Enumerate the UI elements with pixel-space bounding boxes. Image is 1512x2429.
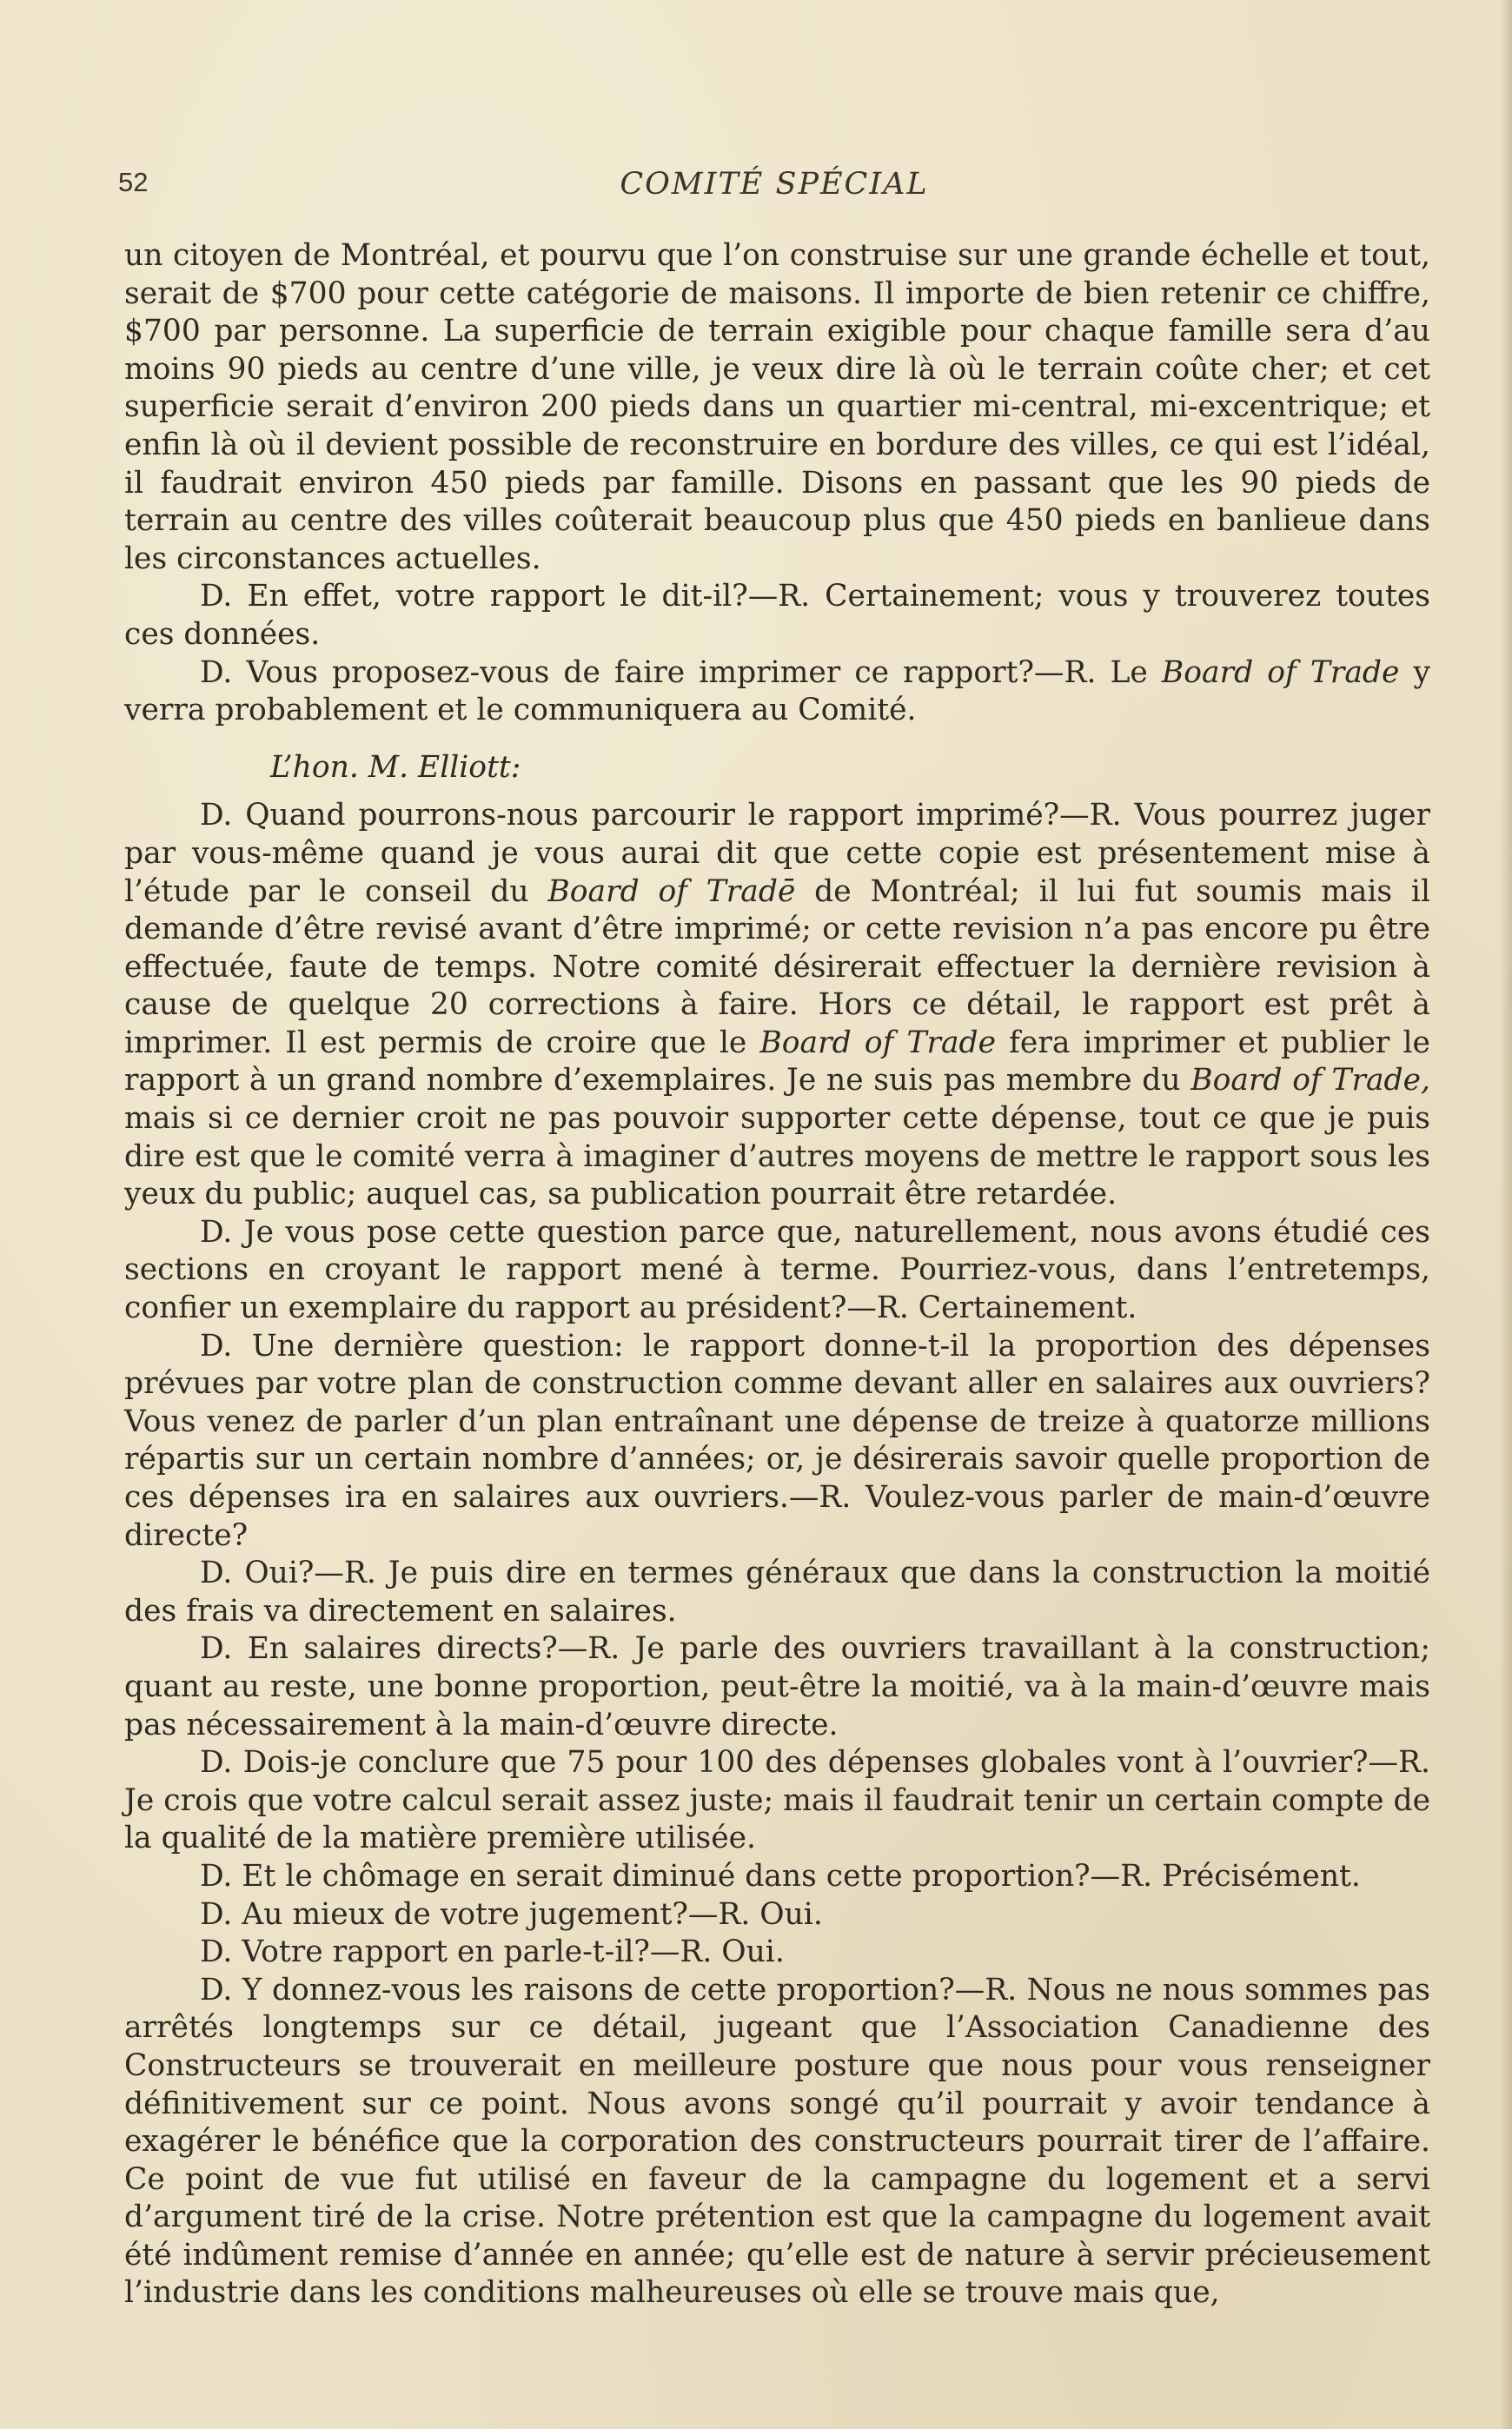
paragraph [124,1328,1430,1556]
text-run: D. Vous proposez-vous de faire imprimer ce rapport?—R. Le [200,654,1162,690]
text-run: un citoyen de Montréal, et pourvu que l’on construise sur une grande échelle et tout, serait de $700 pour cette catégorie de maisons. Il importe de bien retenir ce chiffre, $700 par personne. La superficie de terrain exigible pour chaque famille sera d’au moins 90 pieds au centre d’une ville, je veux dire là où le terrain coûte cher; et cet superficie serait d’environ 200 pieds dans un quartier mi-central, mi-excentrique; et enfin là où il devient possible de reconstruire en bordure des villes, ce qui est l’idéal, il faudrait environ 450 pieds par famille. Disons en passant que les 90 pieds de terrain au centre des villes coûterait beaucoup plus que 450 pieds en banlieue dans les circonstances actuelles. [124,238,1430,576]
text-run: fera imprimer et publier le rapport à un grand nombre d’exemplaires. Je ne suis pas membre du [124,1025,1430,1098]
italic-term: Board of Trade [759,1025,997,1060]
paragraph [124,1934,1430,1972]
text-run: D. Une dernière question: le rapport donne-t-il la proportion des dépenses prévues par votre plan de construction comme devant aller en salaires aux ouvriers? Vous venez de parler d’un plan entraînant une dépense de treize à quatorze millions répartis sur un certain nombre d’années; or, je désirerais savoir quelle proportion de ces dépenses ira en salaires aux ouvriers.—R. Voulez-vous parler de main-d’œuvre directe? [124,1328,1430,1553]
text-run: L’hon. M. Elliott: [270,749,521,785]
text-run: de Montréal; il lui fut soumis mais il demande d’être revisé avant d’être imprimé; or cette revision n’a pas encore pu être effectuée, faute de temps. Notre comité désirerait effectuer la dernière revision à cause de quelque 20 corrections à faire. Hors ce détail, le rapport est prêt à imprimer. Il est permis de croire que le [124,873,1430,1060]
text-run: mais si ce dernier croit ne pas pouvoir supporter cette dépense, tout ce que je puis dire est que le comité verra à imaginer d’autres moyens de mettre le rapport sous les yeux du public; auquel cas, sa publication pourrait être retardée. [124,1101,1430,1212]
paragraph [124,1896,1430,1935]
text-run: D. Y donnez-vous les raisons de cette proportion?—R. Nous ne nous sommes pas arrêtés longtemps sur ce détail, jugeant que l’Association Canadienne des Constructeurs se trouverait en meilleure posture que nous pour vous renseigner définitivement sur ce point. Nous avons songé qu’il pourrait y avoir tendance à exagérer le bénéfice que la corporation des constructeurs pourrait tirer de l’affaire. Ce point de vue fut utilisé en faveur de la campagne du logement et a servi d’argument tiré de la crise. Notre prétention est que la campagne du logement avait été indûment remise d’année en année; qu’elle est de nature à servir précieusement l’industrie dans les conditions malheureuses où elle se trouve mais que, [124,1972,1430,2311]
italic-term: Board of Trade [1161,654,1400,690]
text-run: D. En salaires directs?—R. Je parle des ouvriers travaillant à la construction; quant au reste, une bonne proportion, peut-être la moitié, va à la main-d’œuvre mais pas nécessairement à la main-d’œuvre directe. [124,1631,1430,1742]
paragraph [124,1972,1430,2313]
text-run: D. Et le chômage en serait diminué dans cette proportion?—R. Précisément. [200,1858,1361,1894]
paragraph [124,1744,1430,1858]
body-text [124,237,1430,2313]
paragraph [124,1555,1430,1630]
text-run: D. Je vous pose cette question parce que, naturellement, nous avons étudié ces sections en croyant le rapport mené à terme. Pourriez-vous, dans l’entretemps, confier un exemplaire du rapport au président?—R. Certainement. [124,1214,1430,1326]
text-run: D. En effet, votre rapport le dit-il?—R. Certainement; vous y trouverez toutes ces données. [124,579,1430,652]
page-edge-shadow [1500,0,1512,2429]
text-run: D. Au mieux de votre jugement?—R. Oui. [200,1896,823,1932]
paragraph [124,1630,1430,1744]
paragraph [124,237,1430,578]
text-run: D. Oui?—R. Je puis dire en termes généraux que dans la construction la moitié des frais va directement en salaires. [124,1556,1430,1629]
page-number: 52 [118,167,149,197]
text-run: D. Votre rapport en parle-t-il?—R. Oui. [200,1935,785,1970]
text-run: D. Quand pourrons-nous parcourir le rapport imprimé?—R. Vous pourrez juger par vous-même quand je vous aurai dit que cette copie est présentement mise à l’étude par le conseil du [124,798,1430,909]
text-run: D. Dois-je conclure que 75 pour 100 des dépenses globales vont à l’ouvrier?—R. Je crois que votre calcul serait assez juste; mais il faudrait tenir un certain compte de la qualité de la matière première utilisée. [124,1745,1430,1856]
paragraph [124,797,1430,1214]
italic-term: Board of Tradē [547,873,796,909]
speaker-heading [124,749,1430,787]
paragraph [124,654,1430,730]
paragraph [124,1858,1430,1896]
paragraph [124,1214,1430,1328]
running-title: COMITÉ SPÉCIAL [620,167,929,202]
text-run: y verra probablement et le communiquera au Comité. [124,654,1430,728]
italic-term: Board of Trade, [1190,1063,1430,1098]
page-header [118,167,1430,210]
paragraph [124,578,1430,654]
